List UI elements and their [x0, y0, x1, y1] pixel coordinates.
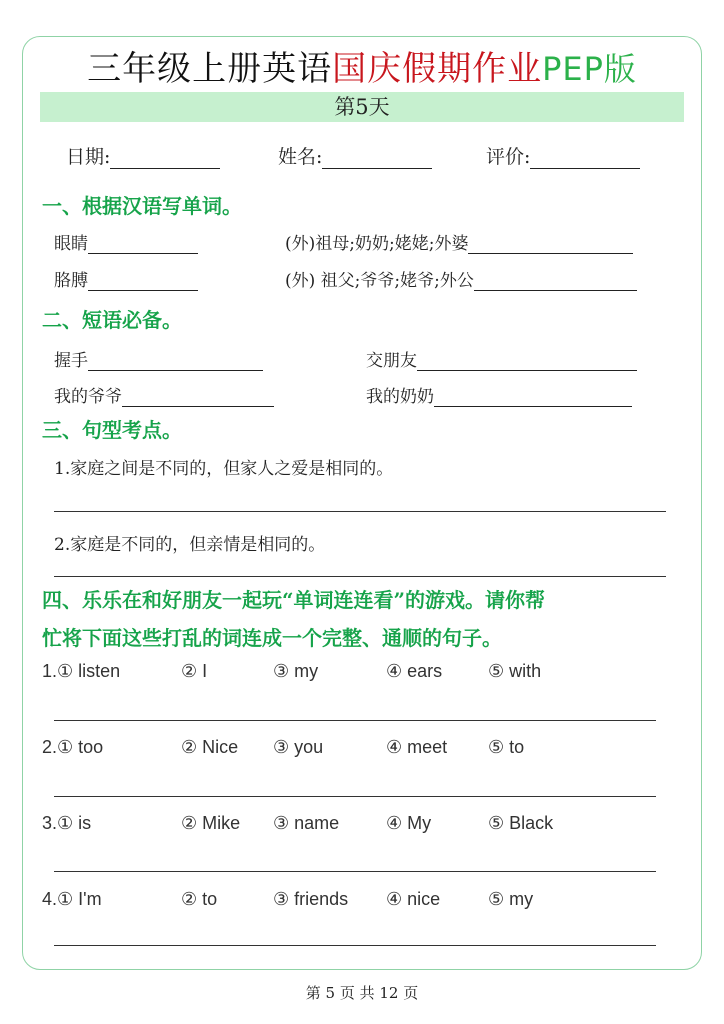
- s1-item-arm[interactable]: [54, 266, 198, 291]
- score-field[interactable]: [486, 142, 640, 169]
- section3-heading: 三、句型考点。: [42, 418, 182, 442]
- s1-item-label: (外) 祖父;爷爷;姥爷;外公: [285, 271, 474, 291]
- word-option: ② I: [181, 661, 208, 681]
- date-field[interactable]: [66, 142, 220, 169]
- word-option: 4.① I'm: [42, 889, 102, 909]
- s3-sentence-2: 2.家庭是不同的，但亲情是相同的。: [54, 535, 326, 555]
- day-banner: 第5天: [40, 92, 684, 122]
- answer-blank[interactable]: [88, 270, 198, 291]
- s1-item-label: 胳膊: [54, 271, 88, 291]
- word-option: ② to: [181, 889, 218, 909]
- word-option: ② Nice: [181, 737, 239, 757]
- answer-line[interactable]: [54, 720, 656, 721]
- s2-item-label: 我的奶奶: [366, 387, 434, 407]
- date-label: 日期:: [66, 146, 111, 168]
- score-label: 评价:: [486, 146, 531, 168]
- word-option: ④ My: [386, 813, 432, 833]
- word-option: 3.① is: [42, 813, 92, 833]
- answer-blank[interactable]: [122, 386, 274, 407]
- answer-line[interactable]: [54, 511, 666, 512]
- answer-blank[interactable]: [88, 233, 198, 254]
- answer-line[interactable]: [54, 796, 656, 797]
- s1-item-label: (外)祖母;奶奶;姥姥;外婆: [285, 234, 469, 254]
- word-option: ④ meet: [386, 737, 448, 757]
- word-option: ⑤ to: [488, 737, 525, 757]
- name-label: 姓名:: [278, 146, 323, 168]
- section2-heading: 二、短语必备。: [42, 308, 182, 332]
- s1-item-grandfather[interactable]: [285, 266, 637, 291]
- answer-blank[interactable]: [417, 350, 637, 371]
- s2-item-my-grandma[interactable]: [366, 382, 632, 407]
- word-option: ⑤ Black: [488, 813, 554, 833]
- answer-blank[interactable]: [468, 233, 633, 254]
- s2-item-label: 握手: [54, 351, 88, 371]
- s1-item-grandmother[interactable]: [285, 229, 633, 254]
- title-part3: PEP版: [542, 50, 637, 88]
- word-option: 1.① listen: [42, 661, 121, 681]
- word-option: ③ name: [273, 813, 340, 833]
- s2-item-make-friends[interactable]: [366, 346, 637, 371]
- section4-heading-line2: 忙将下面这些打乱的词连成一个完整、通顺的句子。: [42, 626, 502, 650]
- answer-blank[interactable]: [434, 386, 632, 407]
- s1-item-eyes[interactable]: [54, 229, 198, 254]
- worksheet-title: [0, 44, 724, 94]
- word-option: ③ friends: [273, 889, 349, 909]
- date-blank[interactable]: [110, 148, 220, 169]
- answer-line[interactable]: [54, 871, 656, 872]
- word-option: ④ nice: [386, 889, 441, 909]
- answer-blank[interactable]: [474, 270, 637, 291]
- s2-item-label: 我的爷爷: [54, 387, 122, 407]
- name-blank[interactable]: [322, 148, 432, 169]
- word-option: ③ you: [273, 737, 324, 757]
- s3-sentence-1: 1.家庭之间是不同的，但家人之爱是相同的。: [54, 459, 394, 479]
- answer-line[interactable]: [54, 576, 666, 577]
- word-option: ⑤ with: [488, 661, 542, 681]
- answer-blank[interactable]: [88, 350, 263, 371]
- section4-heading-line1: 四、乐乐在和好朋友一起玩“单词连连看”的游戏。请你帮: [42, 588, 546, 612]
- section1-heading: 一、根据汉语写单词。: [42, 194, 242, 218]
- word-option: ⑤ my: [488, 889, 534, 909]
- word-option: ② Mike: [181, 813, 241, 833]
- s1-item-label: 眼睛: [54, 234, 88, 254]
- s2-item-label: 交朋友: [366, 351, 417, 371]
- name-field[interactable]: [278, 142, 432, 169]
- word-option: 2.① too: [42, 737, 104, 757]
- word-option: ③ my: [273, 661, 319, 681]
- page-footer: 第 5 页 共 12 页: [305, 984, 419, 1002]
- word-option: ④ ears: [386, 661, 443, 681]
- title-part1: 三年级上册英语: [87, 49, 333, 89]
- s2-item-shake-hands[interactable]: [54, 346, 263, 371]
- s2-item-my-grandpa[interactable]: [54, 382, 274, 407]
- answer-line[interactable]: [54, 945, 656, 946]
- score-blank[interactable]: [530, 148, 640, 169]
- title-part2: 国庆假期作业: [332, 49, 543, 89]
- page-frame: [22, 36, 702, 970]
